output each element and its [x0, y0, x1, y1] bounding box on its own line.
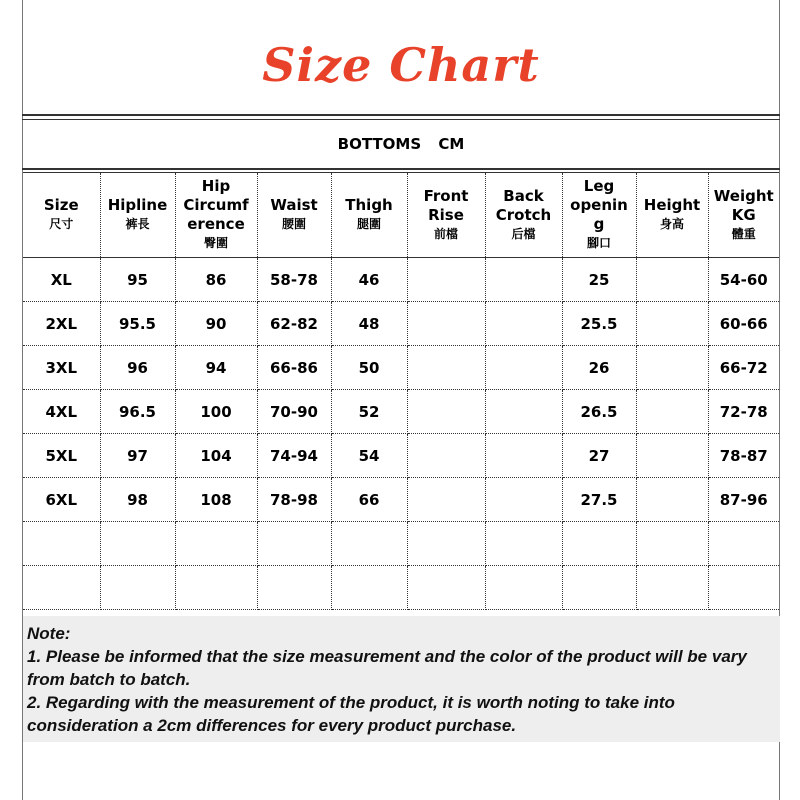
column-header — [562, 173, 636, 258]
table-cell: 60-66 — [708, 302, 779, 346]
table-cell: 95 — [100, 258, 175, 302]
table-cell: 72-78 — [708, 390, 779, 434]
column-header-label: Leg openin g — [570, 177, 628, 233]
column-header — [175, 173, 257, 258]
table-cell — [708, 566, 779, 610]
table-cell: 5XL — [23, 434, 100, 478]
column-header-label: Back Crotch — [495, 186, 552, 224]
table-cell: 54 — [331, 434, 407, 478]
table-cell — [485, 434, 562, 478]
column-header — [708, 173, 779, 258]
table-cell: 70-90 — [257, 390, 331, 434]
table-cell: 27.5 — [562, 478, 636, 522]
note-heading: Note: — [27, 624, 71, 643]
divider-mid — [22, 168, 780, 170]
table-cell: 108 — [175, 478, 257, 522]
table-cell: 96 — [100, 346, 175, 390]
table-cell — [331, 566, 407, 610]
size-table — [23, 172, 779, 610]
title-area — [22, 0, 780, 116]
table-cell: 25.5 — [562, 302, 636, 346]
table-cell — [100, 522, 175, 566]
page-title: Size Chart — [262, 38, 540, 92]
table-cell: 27 — [562, 434, 636, 478]
table-header-row — [23, 173, 779, 258]
column-header-label: Height — [643, 196, 701, 214]
table-cell: 54-60 — [708, 258, 779, 302]
table-cell: 58-78 — [257, 258, 331, 302]
table-cell — [485, 566, 562, 610]
column-header — [636, 173, 708, 258]
table-cell — [407, 566, 485, 610]
section-header: BOTTOMS CM — [337, 135, 465, 153]
column-header — [23, 173, 100, 258]
table-cell: 3XL — [23, 346, 100, 390]
column-header-label: Weight KG — [713, 186, 774, 224]
table-cell — [485, 258, 562, 302]
table-cell — [485, 302, 562, 346]
column-header-label: Size — [43, 196, 79, 214]
table-cell — [636, 390, 708, 434]
table-cell: 87-96 — [708, 478, 779, 522]
column-header-label: Hipline — [107, 196, 168, 214]
table-cell: 90 — [175, 302, 257, 346]
table-row — [23, 346, 779, 390]
divider-top — [22, 114, 780, 116]
column-header-label: Front Rise — [423, 186, 469, 224]
column-header-label-cn: 體重 — [731, 226, 756, 241]
table-cell — [562, 522, 636, 566]
column-header-label-cn: 腰圍 — [281, 217, 306, 231]
column-header-label: Waist — [270, 196, 318, 214]
column-header-label-cn: 尺寸 — [49, 217, 74, 231]
table-cell: 50 — [331, 346, 407, 390]
table-cell — [257, 522, 331, 566]
table-cell — [100, 566, 175, 610]
table-cell — [257, 566, 331, 610]
column-header-label-cn: 臀圍 — [203, 236, 228, 250]
table-cell: 62-82 — [257, 302, 331, 346]
table-cell — [636, 302, 708, 346]
table-cell: 78-98 — [257, 478, 331, 522]
table-cell: 86 — [175, 258, 257, 302]
table-cell — [407, 302, 485, 346]
column-header-label-cn: 身高 — [659, 217, 684, 231]
table-cell — [407, 258, 485, 302]
column-header — [257, 173, 331, 258]
table-cell: 26 — [562, 346, 636, 390]
table-cell: 48 — [331, 302, 407, 346]
table-cell — [407, 346, 485, 390]
note-line-2: 2. Regarding with the measurement of the product, it is worth noting to take into consideration a 2cm differences for every product purchase. — [27, 693, 675, 735]
table-cell: 98 — [100, 478, 175, 522]
table-cell: 26.5 — [562, 390, 636, 434]
table-row — [23, 302, 779, 346]
column-header-label-cn: 腿圍 — [356, 217, 381, 231]
table-cell — [485, 478, 562, 522]
table-cell — [175, 522, 257, 566]
table-cell: 66-86 — [257, 346, 331, 390]
table-cell — [23, 522, 100, 566]
column-header-label: Hip Circumf erence — [183, 177, 249, 233]
table-row — [23, 390, 779, 434]
table-cell — [636, 566, 708, 610]
table-cell: 74-94 — [257, 434, 331, 478]
column-header-label: Thigh — [345, 196, 393, 214]
table-cell — [175, 566, 257, 610]
table-cell: 52 — [331, 390, 407, 434]
table-cell: 25 — [562, 258, 636, 302]
column-header — [485, 173, 562, 258]
note-line-1: 1. Please be informed that the size measurement and the color of the product will be vary from batch to batch. — [27, 647, 747, 689]
table-cell — [407, 390, 485, 434]
table-cell: 46 — [331, 258, 407, 302]
table-cell — [636, 522, 708, 566]
table-cell: 6XL — [23, 478, 100, 522]
table-cell: 104 — [175, 434, 257, 478]
divider-top-thin — [22, 119, 780, 120]
column-header — [331, 173, 407, 258]
table-cell: XL — [23, 258, 100, 302]
column-header — [407, 173, 485, 258]
column-header-label-cn: 前檔 — [433, 226, 458, 241]
table-body — [23, 258, 779, 610]
table-cell: 100 — [175, 390, 257, 434]
table-cell — [485, 346, 562, 390]
table-cell: 78-87 — [708, 434, 779, 478]
table-cell — [407, 478, 485, 522]
table-row — [23, 522, 779, 566]
table-cell — [485, 522, 562, 566]
table-cell — [407, 522, 485, 566]
table-cell — [636, 434, 708, 478]
table-cell: 97 — [100, 434, 175, 478]
table-cell — [636, 478, 708, 522]
column-header — [100, 173, 175, 258]
table-cell: 96.5 — [100, 390, 175, 434]
column-header-label-cn: 后檔 — [511, 226, 536, 241]
table-row — [23, 478, 779, 522]
table-row — [23, 566, 779, 610]
column-header-label-cn: 腳口 — [586, 236, 611, 250]
table-cell — [636, 258, 708, 302]
table-cell: 94 — [175, 346, 257, 390]
table-cell: 66-72 — [708, 346, 779, 390]
table-cell: 66 — [331, 478, 407, 522]
table-cell — [485, 390, 562, 434]
table-cell: 95.5 — [100, 302, 175, 346]
table-cell — [23, 566, 100, 610]
table-cell — [407, 434, 485, 478]
table-cell — [636, 346, 708, 390]
note-box — [23, 616, 780, 742]
table-row — [23, 434, 779, 478]
table-cell: 2XL — [23, 302, 100, 346]
table-row — [23, 258, 779, 302]
column-header-label-cn: 裤長 — [125, 217, 150, 231]
table-cell — [331, 522, 407, 566]
table-cell — [708, 522, 779, 566]
table-cell — [562, 566, 636, 610]
table-cell: 4XL — [23, 390, 100, 434]
